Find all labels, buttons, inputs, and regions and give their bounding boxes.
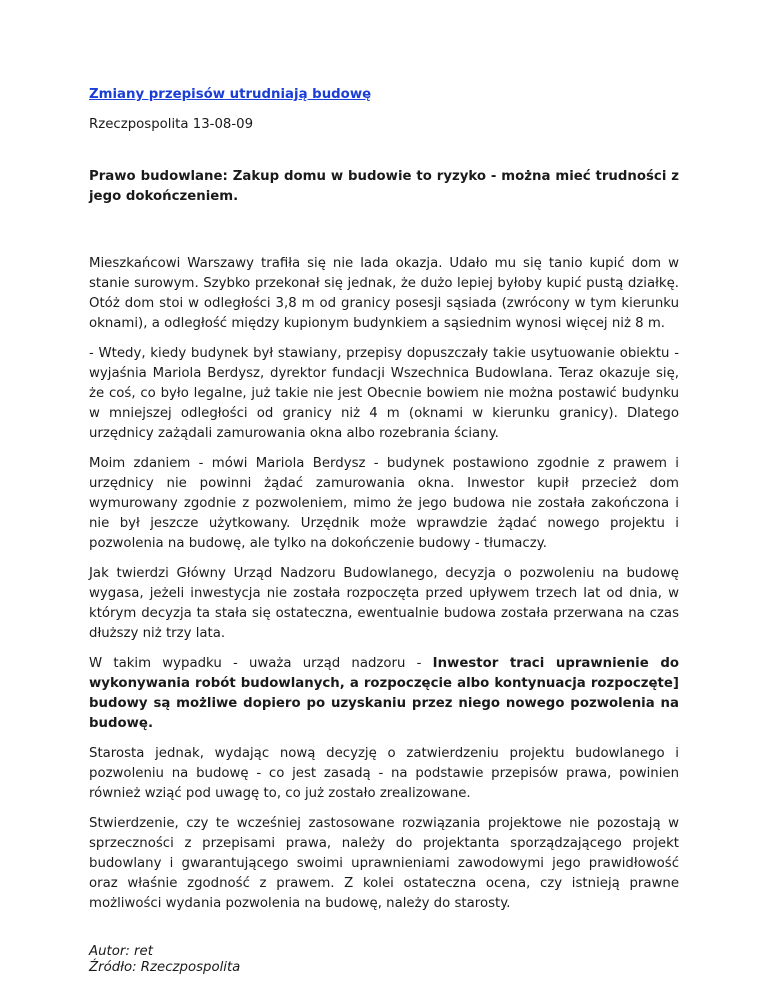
paragraph-2: - Wtedy, kiedy budynek był stawiany, przepisy dopuszczały takie usytuowanie obiektu - wyjaśnia Mariola Berdysz, dyrektor fundacji Wszechnica Budowlana. Teraz okazuje się, że coś, co było legalne, już takie nie jest Obecnie bowiem nie można postawić budynku w mniejszej odległości od granicy niż 4 m (oknami w kierunku granicy). Dlatego urzędnicy zażądali zamurowania okna albo rozebrania ściany. — [89, 346, 679, 441]
paragraph-1: Mieszkańcowi Warszawy trafiła się nie lada okazja. Udało mu się tanio kupić dom w stanie surowym. Szybko przekonał się jednak, że dużo lepiej byłoby kupić pustą działkę. Otóż dom stoi w odległości 3,8 m od granicy posesji sąsiada (zwrócony w tym kierunku oknami), a odległość między kupionym budynkiem a sąsiednim wynosi więcej niż 8 m. — [89, 256, 679, 331]
paragraph-5-bold-text: Inwestor traci uprawnienie do wykonywania robót budowlanych, a rozpoczęcie albo kontynuacja rozpoczęte] budowy są możliwe dopiero po uzyskaniu przez niego nowego pozwolenia na budowę. — [89, 656, 679, 731]
paragraph-5 — [89, 654, 679, 734]
article-footer — [89, 944, 679, 976]
article-title-link[interactable]: Zmiany przepisów utrudniają budowę — [89, 87, 372, 102]
article-lead: Prawo budowlane: Zakup domu w budowie to ryzyko - można mieć trudności z jego dokończeniem. — [89, 169, 679, 204]
author-line: Autor: ret — [89, 944, 153, 959]
source-date-line: Rzeczpospolita 13-08-09 — [89, 117, 254, 132]
paragraph-5-normal-text: W takim wypadku - uważa urząd nadzoru - — [89, 656, 433, 671]
source-credit-line: Źródło: Rzeczpospolita — [89, 960, 241, 975]
article-body — [89, 85, 679, 976]
paragraph-7: Stwierdzenie, czy te wcześniej zastosowane rozwiązania projektowe nie pozostają w sprzeczności z przepisami prawa, należy do projektanta sporządzającego projekt budowlany i gwarantującego swoimi uprawnieniami zawodowymi jego prawidłowość oraz właśnie zgodność z prawem. Z kolei ostateczna ocena, czy istnieją prawne możliwości wydania pozwolenia na budowę, należy do starosty. — [89, 816, 679, 911]
paragraph-6: Starosta jednak, wydając nową decyzję o zatwierdzeniu projektu budowlanego i pozwoleniu na budowę - co jest zasadą - na podstawie przepisów prawa, powinien również wziąć pod uwagę to, co już zostało zrealizowane. — [89, 746, 679, 801]
paragraph-3: Moim zdaniem - mówi Mariola Berdysz - budynek postawiono zgodnie z prawem i urzędnicy nie powinni żądać zamurowania okna. Inwestor kupił przecież dom wymurowany zgodnie z pozwoleniem, mimo że jego budowa nie została zakończona i nie był jeszcze użytkowany. Urzędnik może wprawdzie żądać nowego projektu i pozwolenia na budowę, ale tylko na dokończenie budowy - tłumaczy. — [89, 456, 679, 551]
paragraph-4: Jak twierdzi Główny Urząd Nadzoru Budowlanego, decyzja o pozwoleniu na budowę wygasa, jeżeli inwestycja nie została rozpoczęta przed upływem trzech lat od dnia, w którym decyzja ta stała się ostateczna, ewentualnie budowa została przerwana na czas dłuższy niż trzy lata. — [89, 566, 679, 641]
